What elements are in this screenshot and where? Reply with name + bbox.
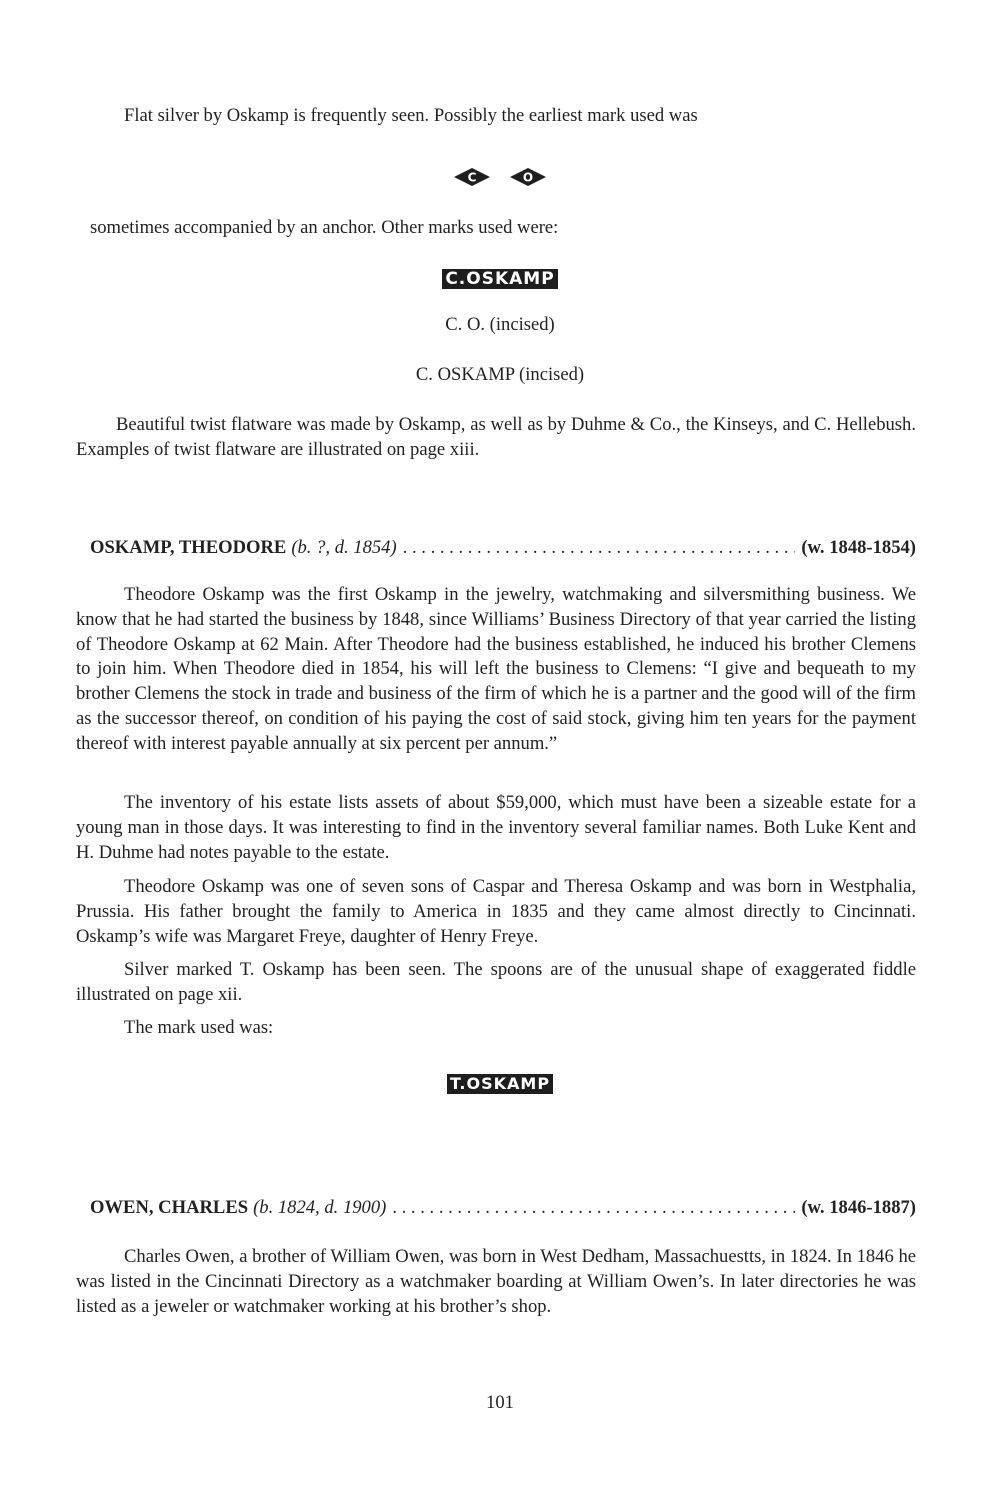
entry-dates: (b. 1824, d. 1900) bbox=[253, 1197, 387, 1218]
leader-dots bbox=[392, 1196, 795, 1220]
theodore-paragraph-1: Theodore Oskamp was the first Oskamp in the jewelry, watchmaking and silversmithing business. We know that he had started the business by 1848, since Williams’ Business Directory of that year carried the listing of Theodore Oskamp at 62 Main. After Theodore had the business established, he induced his brother Clemens to join him. When Theodore died in 1854, his will left the business to Clemens: “I give and bequeath to my brother Clemens the stock in trade and business of the firm of which he is a partner and the good will of the firm as the successor thereof, on condition of his paying the cost of said stock, giving him ten years for the payment thereof with interest payable annually at six percent per annum.” bbox=[76, 584, 916, 754]
diamond-mark-c-letter: C bbox=[467, 170, 477, 185]
intro-paragraph-1: Flat silver by Oskamp is frequently seen. Possibly the earliest mark used was bbox=[124, 105, 698, 126]
entry-working-years: (w. 1846-1887) bbox=[801, 1197, 916, 1218]
mark-t-oskamp-label: T.OSKAMP bbox=[447, 1074, 553, 1094]
intro-paragraph-2: sometimes accompanied by an anchor. Other marks used were: bbox=[90, 217, 559, 238]
diamond-mark-o-icon bbox=[508, 166, 548, 188]
theodore-paragraph-5: The mark used was: bbox=[124, 1017, 274, 1038]
entry-heading-theodore bbox=[90, 536, 916, 560]
mark-c-oskamp-label: C.OSKAMP bbox=[442, 269, 557, 289]
mark-c-oskamp bbox=[0, 268, 1000, 290]
mark-coskamp-incised: C. OSKAMP (incised) bbox=[415, 364, 585, 385]
entry-name: OWEN, CHARLES bbox=[90, 1197, 249, 1218]
entry-name: OSKAMP, THEODORE bbox=[90, 537, 287, 558]
entry-dates: (b. ?, d. 1854) bbox=[291, 537, 397, 558]
leader-dots bbox=[403, 536, 796, 560]
charles-paragraph-1: Charles Owen, a brother of William Owen, was born in West Dedham, Massachuestts, in 1824. In 1846 he was listed in the Cincinnati Directory as a watchmaker boarding at William Owen’s. In later directories he was listed as a jeweler or watchmaker working at his brother’s shop. bbox=[76, 1246, 916, 1317]
theodore-paragraph-4: Silver marked T. Oskamp has been seen. The spoons are of the unusual shape of exaggerated fiddle illustrated on page xii. bbox=[76, 959, 916, 1005]
intro-paragraph-3: Beautiful twist flatware was made by Oskamp, as well as by Duhme & Co., the Kinseys, and C. Hellebush. Examples of twist flatware are illustrated on page xiii. bbox=[76, 414, 916, 460]
diamond-mark-c-icon bbox=[452, 166, 492, 188]
entry-working-years: (w. 1848-1854) bbox=[801, 537, 916, 558]
entry-heading-charles bbox=[90, 1196, 916, 1220]
theodore-paragraph-2: The inventory of his estate lists assets of about $59,000, which must have been a sizeable estate for a young man in those days. It was interesting to find in the inventory several familiar names. Both Luke Kent and H. Duhme had notes payable to the estate. bbox=[76, 792, 916, 863]
page-number: 101 bbox=[486, 1392, 514, 1413]
mark-t-oskamp bbox=[0, 1073, 1000, 1095]
theodore-paragraph-3: Theodore Oskamp was one of seven sons of Caspar and Theresa Oskamp and was born in Westphalia, Prussia. His father brought the family to America in 1835 and they came almost directly to Cincinnati. Oskamp’s wife was Margaret Freye, daughter of Henry Freye. bbox=[76, 876, 916, 947]
diamond-mark-o-letter: O bbox=[522, 170, 534, 185]
mark-co-incised: C. O. (incised) bbox=[445, 314, 555, 335]
early-mark-diamonds bbox=[0, 166, 1000, 188]
